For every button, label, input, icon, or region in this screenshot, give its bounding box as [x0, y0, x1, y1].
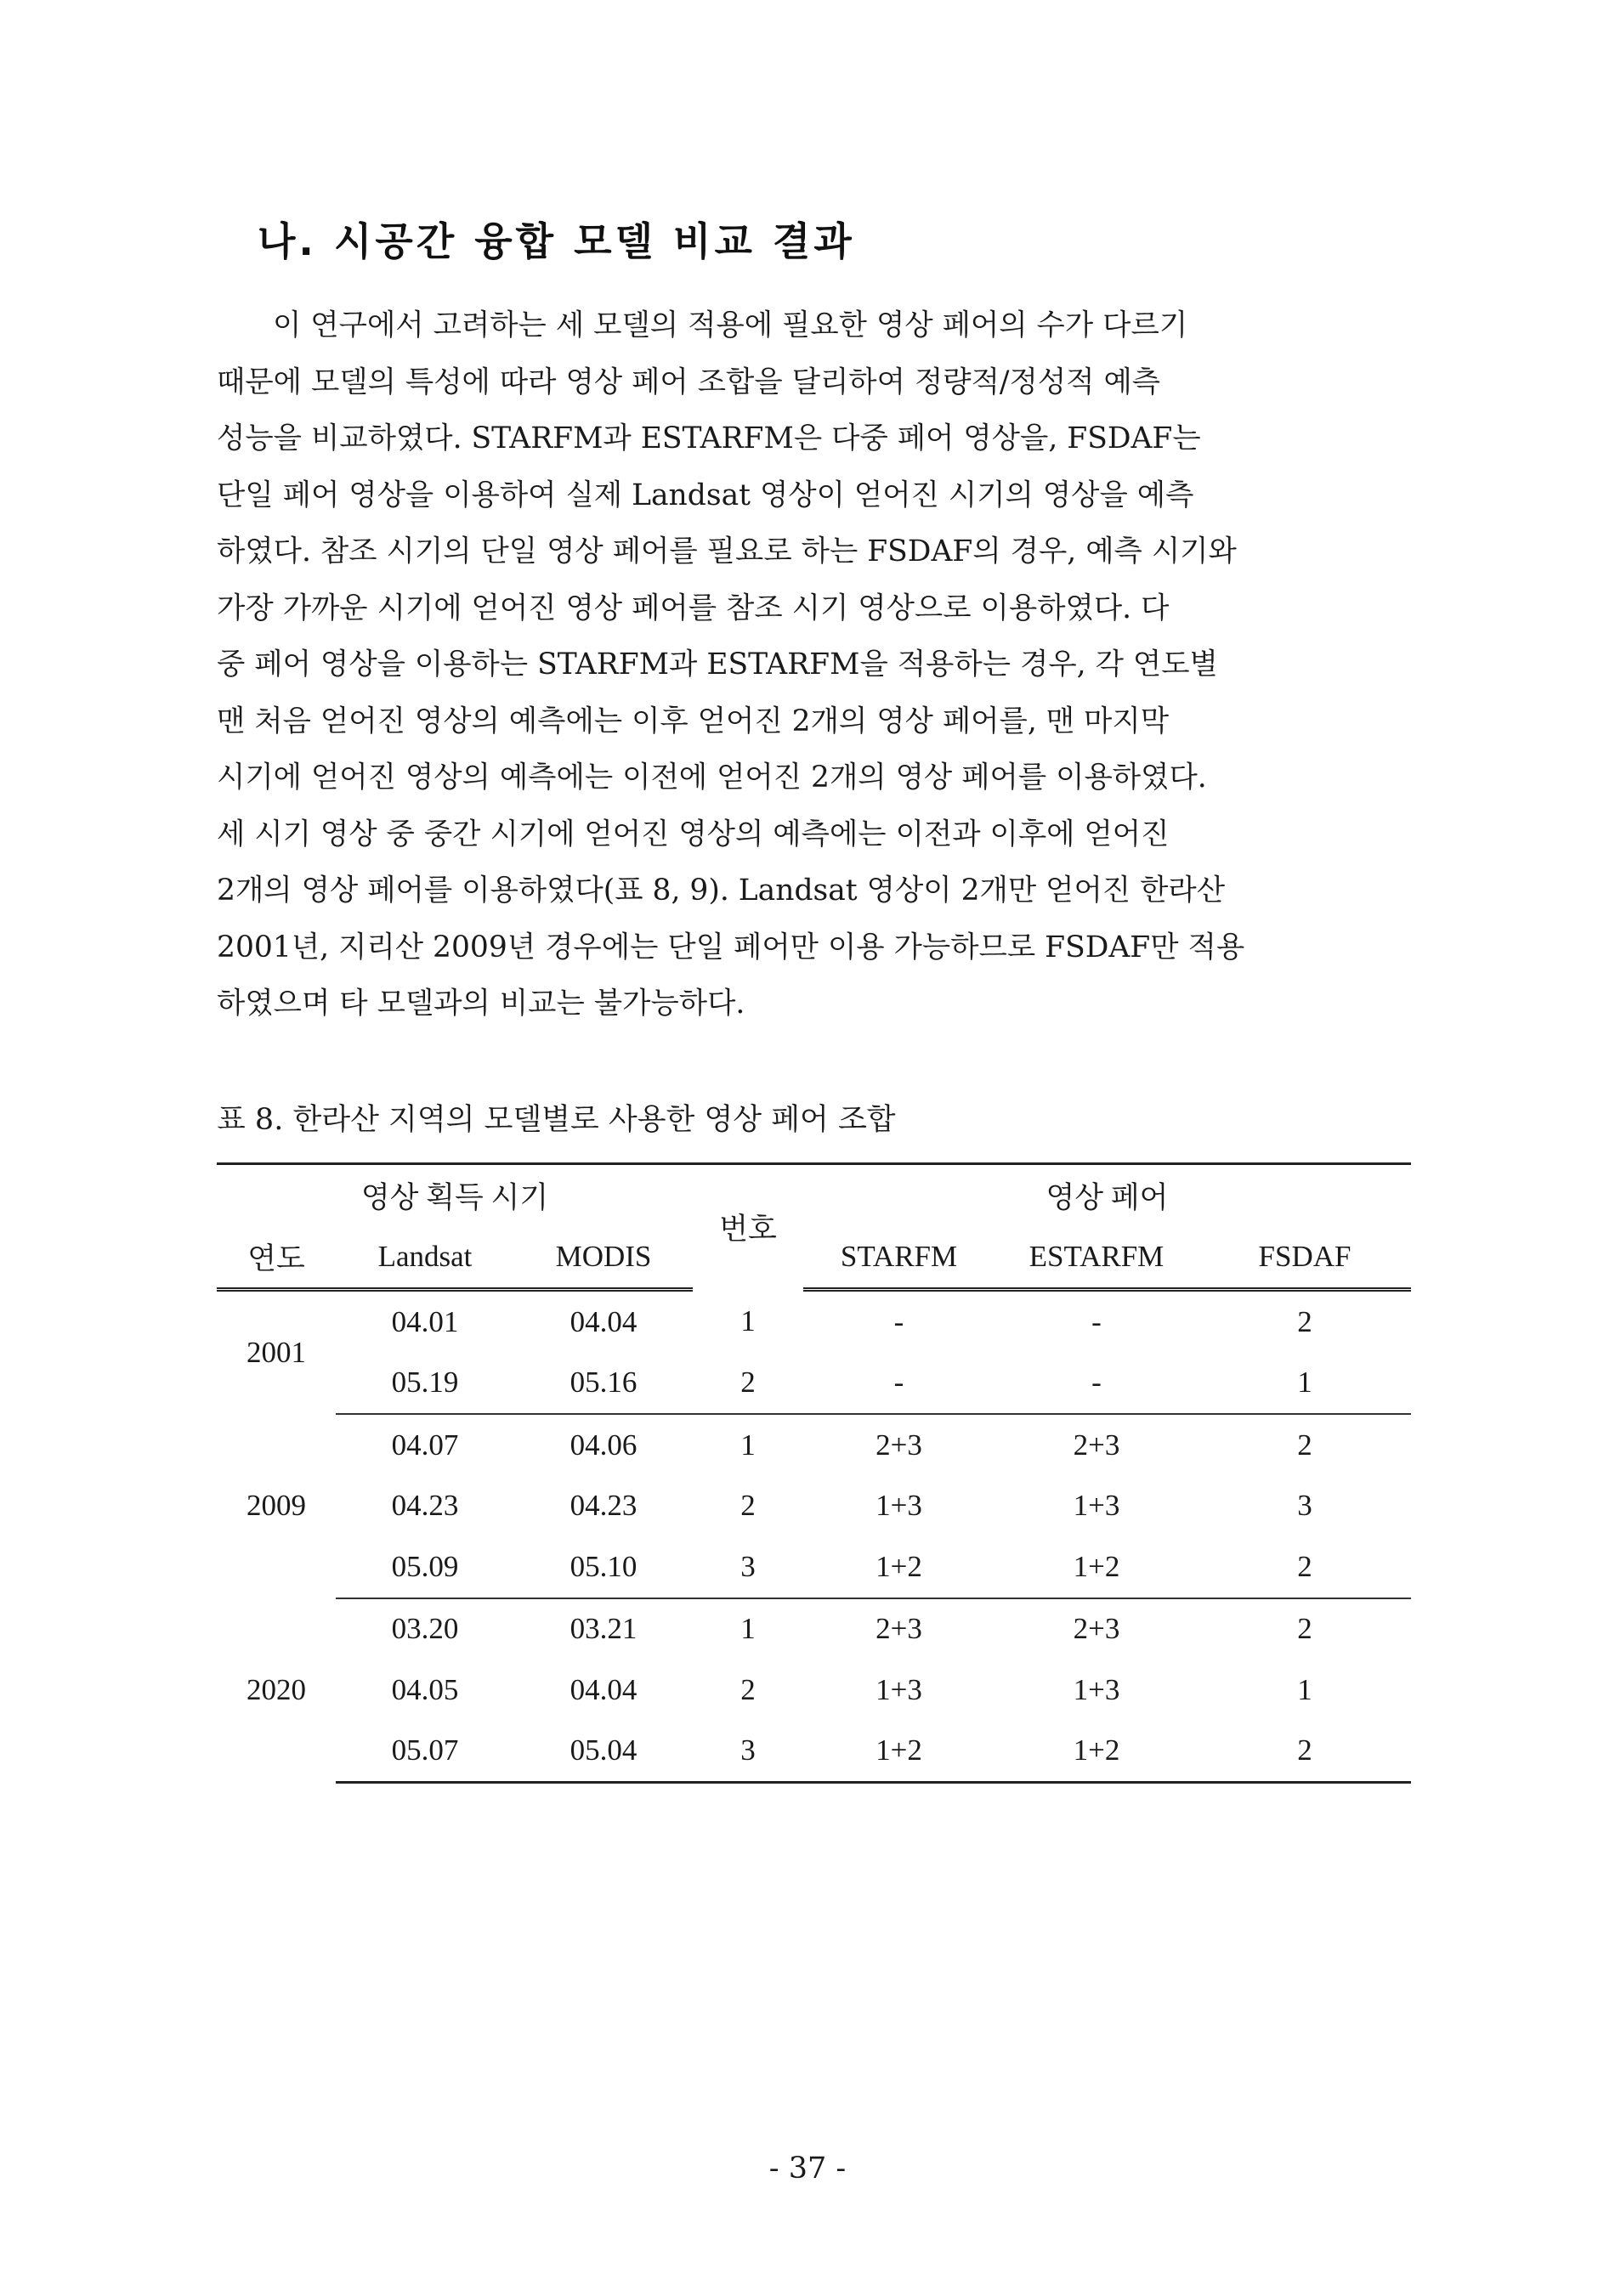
header-starfm: STARFM: [803, 1226, 994, 1290]
paragraph-line: 가장 가까운 시기에 얻어진 영상 페어를 참조 시기 영상으로 이용하였다. 다: [217, 591, 1170, 625]
modis-cell: 04.23: [570, 1489, 638, 1523]
landsat-cell: 04.07: [391, 1428, 459, 1462]
landsat-cell: 04.01: [391, 1304, 459, 1338]
year-cell: 2001: [246, 1336, 306, 1369]
header-modis: MODIS: [514, 1226, 693, 1290]
header-number: 번호: [693, 1164, 803, 1290]
estarfm-cell: 1+3: [1073, 1489, 1120, 1523]
fsdaf-cell: 3: [1297, 1489, 1312, 1523]
header-year: 연도: [217, 1226, 336, 1290]
table-group-2001: [217, 1290, 1411, 1415]
number-cell: 3: [693, 1721, 803, 1783]
landsat-cell: 04.05: [391, 1672, 459, 1706]
fsdaf-cell: 1: [1198, 1353, 1411, 1415]
estarfm-cell: 2+3: [1073, 1428, 1120, 1462]
number-cell: 1: [740, 1304, 756, 1337]
modis-cell: 04.06: [570, 1428, 638, 1462]
starfm-cell: 1+2: [803, 1721, 994, 1783]
estarfm-cell: 2+3: [1073, 1612, 1120, 1646]
estarfm-cell: 1+2: [994, 1721, 1198, 1783]
table-row: [217, 1414, 1411, 1476]
section-heading: 나. 시공간 융합 모델 비교 결과: [258, 218, 855, 264]
paragraph-line: 2001년, 지리산 2009년 경우에는 단일 페어만 이용 가능하므로 FSDAF만 적용: [217, 930, 1245, 964]
table-row: [217, 1536, 1411, 1598]
number-cell: 1: [740, 1428, 756, 1462]
modis-cell: 04.04: [570, 1672, 638, 1706]
paragraph-line: 이 연구에서 고려하는 세 모델의 적용에 필요한 영상 페어의 수가 다르기: [273, 308, 1188, 342]
paragraph-line: 맨 처음 얻어진 영상의 예측에는 이후 얻어진 2개의 영상 페어를, 맨 마지막: [217, 704, 1170, 738]
landsat-cell: 05.19: [336, 1353, 514, 1415]
modis-cell: 03.21: [570, 1612, 638, 1646]
landsat-cell: 04.23: [391, 1489, 459, 1523]
landsat-cell: 05.07: [336, 1721, 514, 1783]
modis-cell: 05.04: [514, 1721, 693, 1783]
table-row: [217, 1290, 1411, 1353]
paragraph-line: 단일 페어 영상을 이용하여 실제 Landsat 영상이 얻어진 시기의 영상을 예측: [217, 478, 1194, 512]
paragraph-line: 때문에 모델의 특성에 따라 영상 페어 조합을 달리하여 정량적/정성적 예측: [217, 365, 1161, 399]
header-estarfm: ESTARFM: [994, 1226, 1198, 1290]
paragraph-line: 2개의 영상 페어를 이용하였다(표 8, 9). Landsat 영상이 2개만 얻어진 한라산: [217, 874, 1226, 908]
table-row: [217, 1660, 1411, 1721]
paragraph-line: 중 페어 영상을 이용하는 STARFM과 ESTARFM을 적용하는 경우, 각 연도별: [217, 648, 1218, 681]
fsdaf-cell: 2: [1198, 1536, 1411, 1598]
starfm-cell: 1+2: [803, 1536, 994, 1598]
starfm-cell: -: [893, 1304, 904, 1338]
fsdaf-cell: 2: [1297, 1428, 1312, 1462]
paragraph-line: 성능을 비교하였다. STARFM과 ESTARFM은 다중 페어 영상을, FSDAF는: [217, 421, 1201, 455]
image-pair-table: [217, 1162, 1411, 1784]
table-row: [217, 1476, 1411, 1537]
fsdaf-cell: 2: [1297, 1612, 1312, 1646]
number-cell: 2: [740, 1672, 756, 1706]
paragraph-line: 세 시기 영상 중 중간 시기에 얻어진 영상의 예측에는 이전과 이후에 얻어진: [217, 817, 1170, 851]
year-cell: 2009: [246, 1489, 306, 1523]
page-number: - 37 -: [768, 2152, 847, 2186]
table-row: [217, 1353, 1411, 1415]
fsdaf-cell: 1: [1297, 1672, 1312, 1706]
landsat-cell: 03.20: [391, 1612, 459, 1646]
starfm-cell: -: [803, 1353, 994, 1415]
paragraph-line: 하였으며 타 모델과의 비교는 불가능하다.: [217, 987, 745, 1021]
body-paragraph: [217, 297, 1407, 1032]
fsdaf-cell: 2: [1198, 1721, 1411, 1783]
fsdaf-cell: 2: [1297, 1304, 1312, 1338]
header-image-pairs: 영상 페어: [803, 1164, 1411, 1227]
number-cell: 1: [740, 1612, 756, 1646]
modis-cell: 04.04: [570, 1304, 638, 1338]
modis-cell: 05.10: [514, 1536, 693, 1598]
starfm-cell: 2+3: [876, 1428, 922, 1462]
number-cell: 2: [693, 1353, 803, 1415]
starfm-cell: 1+3: [876, 1489, 922, 1523]
header-fsdaf: FSDAF: [1198, 1226, 1411, 1290]
table-row: [217, 1721, 1411, 1783]
table-group-2009: [217, 1414, 1411, 1598]
estarfm-cell: 1+3: [1073, 1672, 1120, 1706]
number-cell: 2: [740, 1489, 756, 1523]
paragraph-line: 하였다. 참조 시기의 단일 영상 페어를 필요로 하는 FSDAF의 경우, 예측 시기와: [217, 534, 1237, 568]
table-group-2020: [217, 1598, 1411, 1783]
modis-cell: 05.16: [514, 1353, 693, 1415]
table-caption: 표 8. 한라산 지역의 모델별로 사용한 영상 페어 조합: [217, 1103, 896, 1137]
number-cell: 3: [693, 1536, 803, 1598]
header-acquisition-period: 영상 획득 시기: [217, 1164, 693, 1227]
landsat-cell: 05.09: [336, 1536, 514, 1598]
starfm-cell: 2+3: [876, 1612, 922, 1646]
estarfm-cell: -: [1091, 1304, 1102, 1338]
header-landsat: Landsat: [336, 1226, 514, 1290]
paragraph-line: 시기에 얻어진 영상의 예측에는 이전에 얻어진 2개의 영상 페어를 이용하였다.: [217, 761, 1207, 795]
starfm-cell: 1+3: [876, 1672, 922, 1706]
estarfm-cell: -: [994, 1353, 1198, 1415]
table-row: [217, 1598, 1411, 1660]
estarfm-cell: 1+2: [994, 1536, 1198, 1598]
year-cell: 2020: [246, 1673, 306, 1706]
